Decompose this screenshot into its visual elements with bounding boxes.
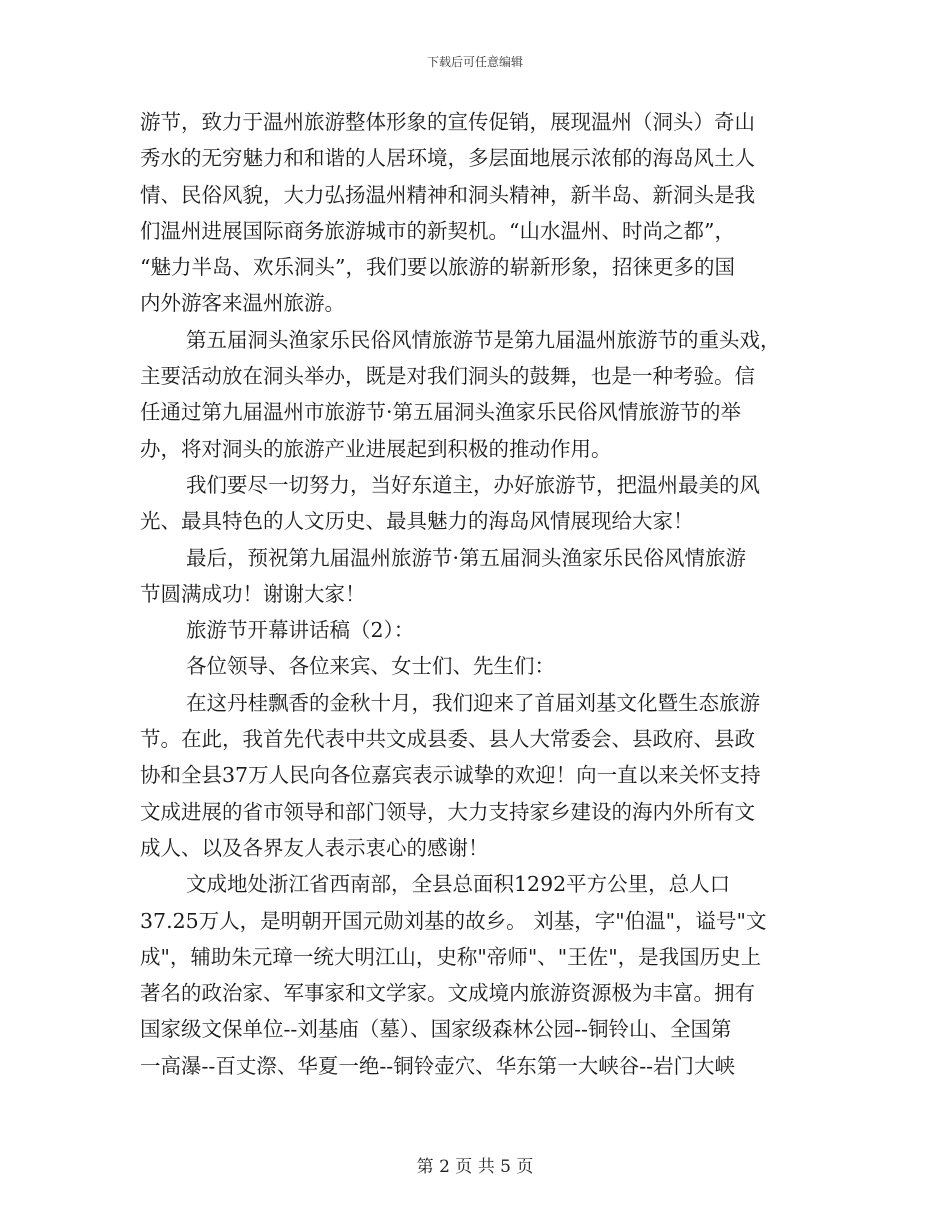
text-line: 秀水的无穷魅力和和谐的人居环境，多层面地展示浓郁的海岛风土人: [140, 146, 755, 171]
text-line: 一高瀑--百丈漈、华夏一绝--铜铃壶穴、华东第一大峡谷--岩门大峡: [140, 1053, 736, 1078]
text-line: 协和全县37万人民向各位嘉宾表示诚挚的欢迎！向一直以来关怀支持: [140, 763, 761, 788]
paragraph-start: 文成地处浙江省西南部，全县总面积1292平方公里，总人口: [186, 872, 731, 897]
paragraph-start: 在这丹桂飘香的金秋十月，我们迎来了首届刘基文化暨生态旅游: [186, 690, 760, 715]
salutation: 各位领导、各位来宾、女士们、先生们：: [186, 654, 555, 679]
text-line: 主要活动放在洞头举办，既是对我们洞头的鼓舞，也是一种考验。信: [140, 364, 755, 389]
text-line: 37.25万人，是明朝开国元勋刘基的故乡。 刘基，字"伯温"，谥号"文: [140, 908, 767, 933]
paragraph-start: 最后，预祝第九届温州旅游节·第五届洞头渔家乐民俗风情旅游: [186, 545, 747, 570]
page-number: 第 2 页 共 5 页: [416, 1157, 534, 1177]
text-line: “魅力半岛、欢乐洞头”，我们要以旅游的崭新形象，招徕更多的国: [140, 255, 735, 280]
text-line: 情、民俗风貌，大力弘扬温州精神和洞头精神，新半岛、新洞头是我: [140, 182, 755, 207]
text-line: 任通过第九届温州市旅游节·第五届洞头渔家乐民俗风情旅游节的举: [140, 400, 742, 425]
text-line: 们温州进展国际商务旅游城市的新契机。“山水温州、时尚之都”，: [140, 218, 735, 243]
text-line: 游节，致力于温州旅游整体形象的宣传促销，展现温州（洞头）奇山: [140, 110, 755, 134]
text-line: 节圆满成功！谢谢大家！: [140, 581, 366, 606]
paragraph-start: 第五届洞头渔家乐民俗风情旅游节是第九届温州旅游节的重头戏，: [186, 327, 781, 352]
text-line: 内外游客来温州旅游。: [140, 291, 345, 316]
text-line: 文成进展的省市领导和部门领导，大力支持家乡建设的海内外所有文: [140, 799, 755, 824]
text-line: 国家级文保单位--刘基庙（墓）、国家级森林公园--铜铃山、全国第: [140, 1017, 732, 1042]
section-heading: 旅游节开幕讲话稿（2）：: [186, 618, 415, 643]
text-line: 光、最具特色的人文历史、最具魅力的海岛风情展现给大家！: [140, 509, 694, 534]
document-body: [140, 104, 808, 1084]
paragraph-start: 我们要尽一切努力，当好东道主，办好旅游节，把温州最美的风: [186, 472, 760, 497]
text-line: 节。在此，我首先代表中共文成县委、县人大常委会、县政府、县政: [140, 727, 755, 752]
text-line: 成人、以及各界友人表示衷心的感谢！: [140, 835, 489, 860]
text-line: 著名的政治家、军事家和文学家。文成境内旅游资源极为丰富。拥有: [140, 981, 755, 1006]
page-header-note: 下载后可任意编辑: [426, 55, 523, 69]
text-line: 成"，辅助朱元璋一统大明江山，史称"帝师"、"王佐"，是我国历史上: [140, 944, 762, 969]
text-line: 办，将对洞头的旅游产业进展起到积极的推动作用。: [140, 436, 612, 461]
